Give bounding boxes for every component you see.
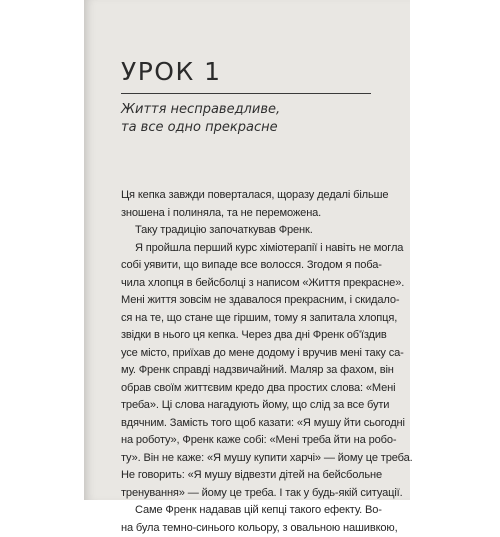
body-line: ту». Він не каже: «Я мушу купити харчі» — йому це треба. [121, 450, 391, 468]
body-line: тренування» — йому це треба. І так у будь-якій ситуації. [121, 485, 391, 503]
body-line: Таку традицію започаткував Френк. [121, 222, 391, 240]
body-line: Ця кепка завжди поверталася, щоразу дедалі більше [121, 187, 391, 205]
body-line: звідки в нього ця кепка. Через два дні Френк об'їздив [121, 327, 391, 345]
chapter-heading [121, 57, 379, 136]
body-line: зношена і полиняла, та не переможена. [121, 205, 391, 223]
body-line: обрав своїм життєвим кредо два простих слова: «Мені [121, 380, 391, 398]
body-line: чила хлопця в бейсболці з написом «Життя прекрасне». [121, 275, 391, 293]
body-line: вдячним. Замість того щоб казати: «Я мушу йти сьогодні [121, 415, 391, 433]
body-line: треба». Ці слова нагадують йому, що слід за все бути [121, 397, 391, 415]
body-line: на роботу», Френк каже собі: «Мені треба йти на робо- [121, 432, 391, 450]
body-text [121, 187, 391, 537]
chapter-subtitle [121, 101, 379, 136]
body-line: му. Френк справді надзвичайний. Маляр за фахом, він [121, 362, 391, 380]
chapter-divider [121, 93, 371, 94]
chapter-subtitle-line: Життя несправедливе, [121, 101, 379, 119]
body-line: на була темно-синього кольору, з овальною нашивкою, [121, 520, 391, 537]
chapter-title: УРОК 1 [121, 57, 379, 87]
chapter-subtitle-line: та все одно прекрасне [121, 119, 379, 137]
body-line: Я пройшла перший курс хіміотерапії і навіть не могла [121, 240, 391, 258]
body-line: ся на те, що стане ще гіршим, тому я запитала хлопця, [121, 310, 391, 328]
book-page [84, 0, 410, 500]
body-line: усе місто, приїхав до мене додому і вручив мені таку са- [121, 345, 391, 363]
body-line: Не говорить: «Я мушу відвезти дітей на бейсбольне [121, 467, 391, 485]
body-line: Саме Френк надавав цій кепці такого ефекту. Во- [121, 502, 391, 520]
body-line: Мені життя зовсім не здавалося прекрасним, і скидало- [121, 292, 391, 310]
body-line: собі уявити, що випаде все волосся. Згодом я поба- [121, 257, 391, 275]
